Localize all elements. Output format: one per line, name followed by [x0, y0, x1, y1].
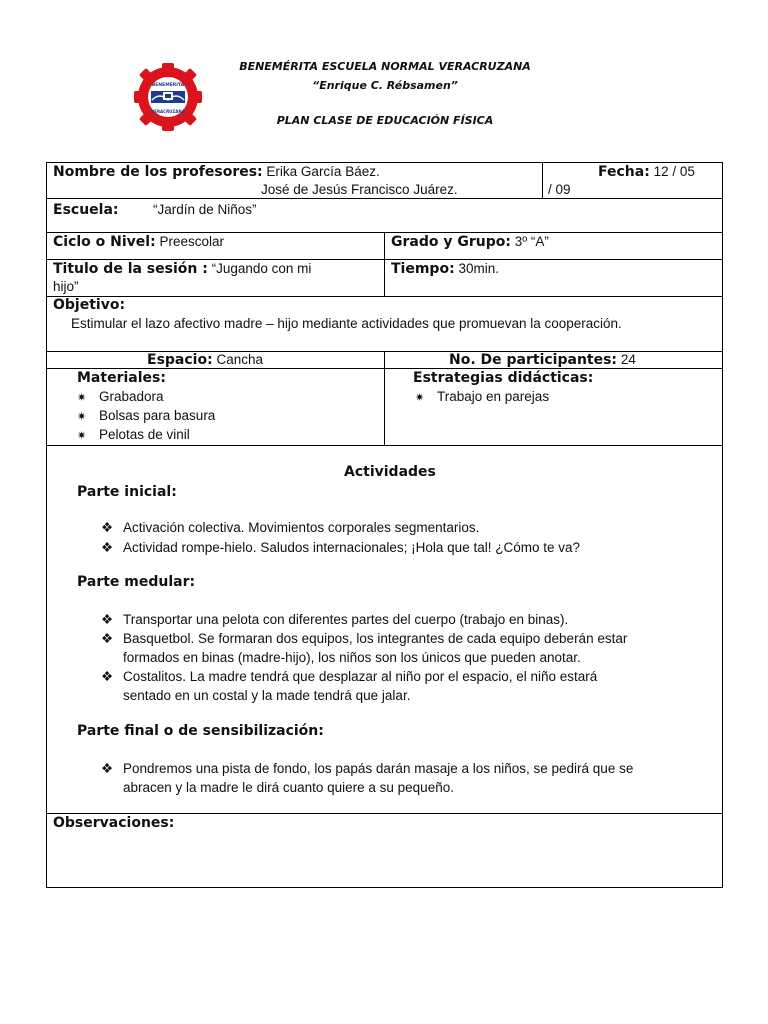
- diamond-bullet-icon: ❖: [101, 669, 114, 684]
- profesor-name-2: José de Jesús Francisco Juárez.: [261, 182, 458, 197]
- named-after: “Enrique C. Rébsamen”: [312, 79, 458, 92]
- seal-text-top: BENEMÉRITA: [151, 83, 185, 88]
- objetivo-value: Estimular el lazo afectivo madre – hijo mediante actividades que promuevan la cooperación.: [71, 316, 622, 331]
- diamond-bullet-icon: ❖: [101, 520, 114, 535]
- material-item: [77, 388, 86, 407]
- estrategia-item: [415, 388, 424, 407]
- star-bullet-icon: ✷: [77, 430, 87, 442]
- profesor-name-1: Erika García Báez.: [266, 164, 380, 179]
- materiales-label: Materiales:: [77, 370, 166, 386]
- grado-label: Grado y Grupo:: [391, 234, 511, 250]
- tiempo-value: 30min.: [458, 261, 499, 276]
- star-bullet-icon: ✷: [77, 411, 87, 423]
- parte-inicial-item: Actividad rompe-hielo. Saludos internacionales; ¡Hola que tal! ¿Cómo te va?: [123, 540, 580, 555]
- diamond-bullet-icon: ❖: [101, 612, 114, 627]
- titulo-value-line2: hijo”: [53, 279, 79, 294]
- parte-medular-item: Transportar una pelota con diferentes partes del cuerpo (trabajo en binas).: [123, 612, 569, 627]
- material-item-text: Grabadora: [99, 389, 164, 404]
- objetivo-label: Objetivo:: [53, 297, 126, 313]
- observaciones-label: Observaciones:: [53, 815, 175, 831]
- material-item: [77, 426, 86, 445]
- estrategia-item-text: Trabajo en parejas: [437, 389, 550, 404]
- parte-medular-item-cont: sentado en un costal y la made tendrá que jalar.: [123, 688, 411, 703]
- star-bullet-icon: ✷: [415, 392, 425, 404]
- participantes-label: No. De participantes:: [449, 352, 618, 368]
- material-item-text: Bolsas para basura: [99, 408, 216, 423]
- escuela-label: Escuela:: [53, 202, 119, 218]
- parte-medular-item: Costalitos. La madre tendrá que desplazar al niño por el espacio, el niño estará: [123, 669, 598, 684]
- parte-medular-label: Parte medular:: [77, 574, 196, 590]
- star-bullet-icon: ✷: [77, 392, 87, 404]
- ciclo-value: Preescolar: [159, 234, 224, 249]
- ciclo-label: Ciclo o Nivel:: [53, 234, 156, 250]
- fecha-label: Fecha:: [598, 164, 650, 180]
- fecha-value-part2: / 09: [548, 182, 571, 197]
- parte-medular-item: Basquetbol. Se formaran dos equipos, los integrantes de cada equipo deberán estar: [123, 631, 628, 646]
- diamond-bullet-icon: ❖: [101, 631, 114, 646]
- lesson-plan-form: [46, 162, 723, 888]
- material-item-text: Pelotas de vinil: [99, 427, 190, 442]
- parte-final-item-cont: abracen y la madre le dirá cuanto quiere a su pequeño.: [123, 780, 454, 795]
- institution-name: BENEMÉRITA ESCUELA NORMAL VERACRUZANA: [239, 60, 531, 73]
- participantes-value: 24: [620, 352, 636, 367]
- actividades-title: Actividades: [344, 464, 436, 480]
- parte-medular-item-cont: formados en binas (madre-hijo), los niños son los únicos que pueden anotar.: [123, 650, 581, 665]
- diamond-bullet-icon: ❖: [101, 761, 114, 776]
- grado-value: 3º “A”: [514, 234, 549, 249]
- fecha-value-part1: 12 / 05: [653, 164, 695, 179]
- document-title: PLAN CLASE DE EDUCACIÓN FÍSICA: [276, 114, 494, 127]
- titulo-label: Titulo de la sesión :: [53, 261, 208, 277]
- espacio-value: Cancha: [216, 352, 263, 367]
- profesores-label: Nombre de los profesores:: [53, 164, 263, 180]
- tiempo-label: Tiempo:: [391, 261, 455, 277]
- parte-final-label: Parte final o de sensibilización:: [77, 723, 324, 739]
- espacio-label: Espacio:: [147, 352, 213, 368]
- escuela-value: “Jardín de Niños”: [153, 202, 257, 217]
- parte-inicial-label: Parte inicial:: [77, 484, 177, 500]
- seal-text-bottom: VERACRUZANA: [151, 109, 185, 114]
- material-item: [77, 407, 86, 426]
- diamond-bullet-icon: ❖: [101, 540, 114, 555]
- parte-final-item: Pondremos una pista de fondo, los papás darán masaje a los niños, se pedirá que se: [123, 761, 634, 776]
- parte-inicial-item: Activación colectiva. Movimientos corporales segmentarios.: [123, 520, 480, 535]
- titulo-value-line1: “Jugando con mi: [211, 261, 312, 276]
- estrategias-label: Estrategias didácticas:: [413, 370, 594, 386]
